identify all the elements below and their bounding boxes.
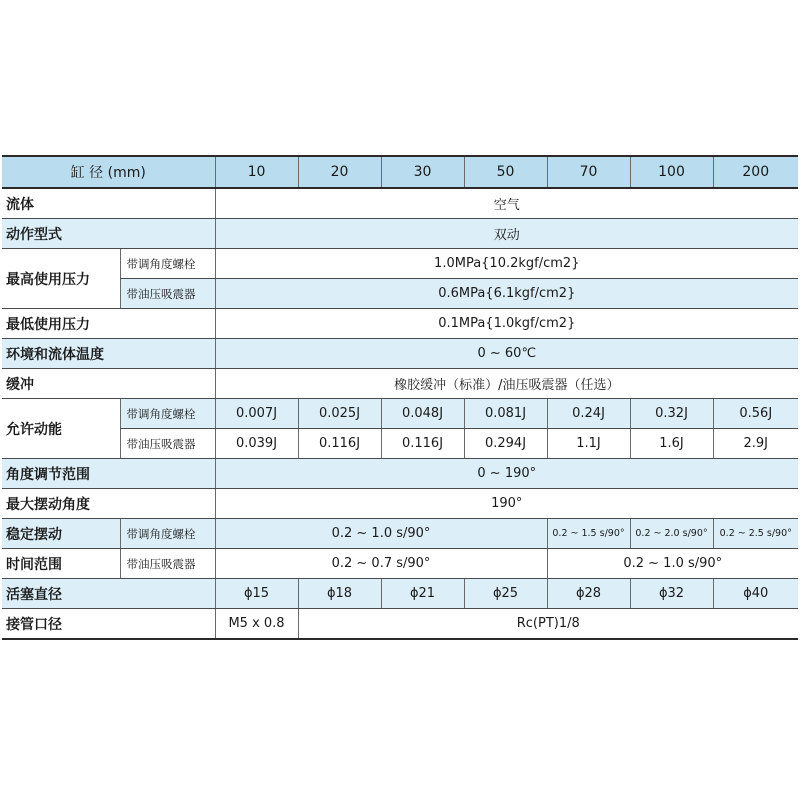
- energy-bolt-value: 0.56J: [713, 399, 798, 429]
- max-pressure-row-1: [2, 249, 798, 279]
- max-pressure-absorber-value: 0.6MPa{6.1kgf/cm2}: [215, 279, 798, 309]
- bore-50: 50: [464, 156, 547, 188]
- min-pressure-row: [2, 309, 798, 339]
- swing-time-bolt-large: 0.2 ~ 2.5 s/90°: [713, 519, 798, 549]
- energy-bolt-value: 0.32J: [630, 399, 713, 429]
- energy-absorber-value: 2.9J: [713, 429, 798, 459]
- energy-absorber-label: 带油压吸震器: [120, 429, 215, 459]
- energy-absorber-value: 0.116J: [381, 429, 464, 459]
- bore-200: 200: [713, 156, 798, 188]
- port-small: M5 x 0.8: [215, 609, 298, 640]
- swing-time-row-2: [2, 549, 798, 579]
- energy-bolt-value: 0.025J: [298, 399, 381, 429]
- swing-time-bolt-large: 0.2 ~ 2.0 s/90°: [630, 519, 713, 549]
- piston-row: [2, 579, 798, 609]
- cushion-label: 缓冲: [2, 369, 215, 399]
- cushion-row: [2, 369, 798, 399]
- bore-100: 100: [630, 156, 713, 188]
- action-row: [2, 219, 798, 249]
- piston-value: ϕ40: [713, 579, 798, 609]
- max-angle-label: 最大摆动角度: [2, 489, 215, 519]
- piston-value: ϕ18: [298, 579, 381, 609]
- swing-time-row-1: [2, 519, 798, 549]
- piston-value: ϕ21: [381, 579, 464, 609]
- max-pressure-row-2: [2, 279, 798, 309]
- bore-20: 20: [298, 156, 381, 188]
- energy-absorber-value: 0.039J: [215, 429, 298, 459]
- energy-label: 允许动能: [2, 399, 120, 459]
- energy-absorber-value: 0.116J: [298, 429, 381, 459]
- energy-absorber-value: 1.6J: [630, 429, 713, 459]
- header-row: [2, 156, 798, 188]
- swing-time-label-1: 稳定摆动: [2, 519, 120, 549]
- max-pressure-absorber-label: 带油压吸震器: [120, 279, 215, 309]
- temperature-label: 环境和流体温度: [2, 339, 215, 369]
- port-row: [2, 609, 798, 640]
- max-pressure-bolt-label: 带调角度螺栓: [120, 249, 215, 279]
- fluid-row: [2, 188, 798, 219]
- action-value: 双动: [215, 219, 798, 249]
- min-pressure-value: 0.1MPa{1.0kgf/cm2}: [215, 309, 798, 339]
- max-pressure-label: 最高使用压力: [2, 249, 120, 309]
- piston-value: ϕ28: [547, 579, 630, 609]
- swing-time-bolt-label: 带调角度螺栓: [120, 519, 215, 549]
- swing-time-bolt-small: 0.2 ~ 1.0 s/90°: [215, 519, 547, 549]
- energy-bolt-value: 0.24J: [547, 399, 630, 429]
- energy-bolt-value: 0.081J: [464, 399, 547, 429]
- energy-row-2: [2, 429, 798, 459]
- bore-header-label: 缸 径 (mm): [2, 156, 215, 188]
- bore-10: 10: [215, 156, 298, 188]
- energy-absorber-value: 0.294J: [464, 429, 547, 459]
- cushion-value: 橡胶缓冲（标准）/油压吸震器（任选）: [215, 369, 798, 399]
- temperature-row: [2, 339, 798, 369]
- piston-label: 活塞直径: [2, 579, 215, 609]
- port-large: Rc(PT)1/8: [298, 609, 798, 640]
- piston-value: ϕ32: [630, 579, 713, 609]
- swing-time-label-2: 时间范围: [2, 549, 120, 579]
- energy-bolt-label: 带调角度螺栓: [120, 399, 215, 429]
- swing-time-absorber-label: 带油压吸震器: [120, 549, 215, 579]
- spec-table: [2, 155, 798, 640]
- fluid-value: 空气: [215, 188, 798, 219]
- angle-range-row: [2, 459, 798, 489]
- port-label: 接管口径: [2, 609, 215, 640]
- piston-value: ϕ25: [464, 579, 547, 609]
- energy-bolt-value: 0.007J: [215, 399, 298, 429]
- min-pressure-label: 最低使用压力: [2, 309, 215, 339]
- max-angle-value: 190°: [215, 489, 798, 519]
- piston-value: ϕ15: [215, 579, 298, 609]
- max-angle-row: [2, 489, 798, 519]
- swing-time-absorber-large: 0.2 ~ 1.0 s/90°: [547, 549, 798, 579]
- max-pressure-bolt-value: 1.0MPa{10.2kgf/cm2}: [215, 249, 798, 279]
- angle-range-value: 0 ~ 190°: [215, 459, 798, 489]
- temperature-value: 0 ~ 60℃: [215, 339, 798, 369]
- angle-range-label: 角度调节范围: [2, 459, 215, 489]
- action-label: 动作型式: [2, 219, 215, 249]
- energy-bolt-value: 0.048J: [381, 399, 464, 429]
- energy-row-1: [2, 399, 798, 429]
- fluid-label: 流体: [2, 188, 215, 219]
- bore-30: 30: [381, 156, 464, 188]
- swing-time-bolt-large: 0.2 ~ 1.5 s/90°: [547, 519, 630, 549]
- energy-absorber-value: 1.1J: [547, 429, 630, 459]
- bore-70: 70: [547, 156, 630, 188]
- swing-time-absorber-small: 0.2 ~ 0.7 s/90°: [215, 549, 547, 579]
